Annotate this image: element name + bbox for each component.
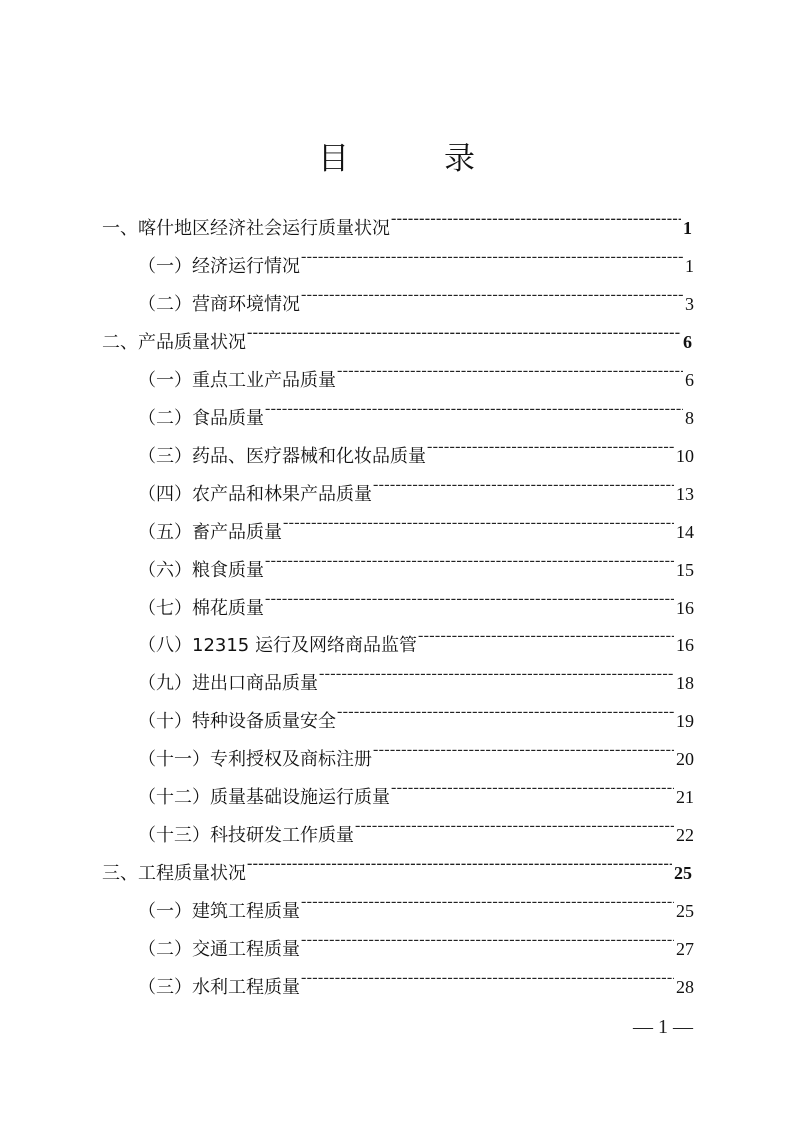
dot-leader [391, 204, 681, 234]
dot-leader [301, 925, 674, 955]
toc-section-entry[interactable] [138, 659, 694, 694]
toc-section-entry[interactable] [138, 432, 694, 467]
toc-section-entry[interactable] [138, 546, 694, 581]
page-number-footer: — 1 — [633, 1016, 693, 1038]
toc-section-entry[interactable] [138, 280, 694, 315]
toc-page-number: 18 [676, 673, 694, 693]
toc-entry-title: （三）药品、医疗器械和化妆品质量 [138, 446, 426, 467]
toc-entry-title: （二）营商环境情况 [138, 294, 300, 315]
toc-page-number: 27 [676, 939, 694, 959]
toc-section-entry[interactable] [138, 887, 694, 922]
toc-page-number: 19 [676, 711, 694, 731]
toc-entry-title: （五）畜产品质量 [138, 522, 282, 543]
dot-leader [247, 318, 681, 348]
toc-entry-title: （十三）科技研发工作质量 [138, 825, 354, 846]
dot-leader [283, 508, 674, 538]
toc-page-number: 16 [676, 635, 694, 655]
dot-leader [373, 470, 674, 500]
toc-section-entry[interactable] [138, 508, 694, 543]
dot-leader [301, 280, 683, 310]
toc-entry-title: （十一）专利授权及商标注册 [138, 749, 372, 770]
toc-section-entry[interactable] [138, 621, 694, 656]
toc-page-number: 8 [685, 408, 694, 428]
dot-leader [265, 584, 674, 614]
dot-leader [301, 887, 674, 917]
dot-leader [265, 394, 683, 424]
dot-leader [373, 735, 674, 765]
toc-entry-title: （一）重点工业产品质量 [138, 370, 336, 391]
toc-entry-title: 三、工程质量状况 [102, 863, 246, 884]
toc-entry-title: （三）水利工程质量 [138, 977, 300, 998]
toc-entry-title: （十二）质量基础设施运行质量 [138, 787, 390, 808]
toc-section-entry[interactable] [138, 925, 694, 960]
toc-section-entry[interactable] [138, 242, 694, 277]
toc-entry-title: （二）食品质量 [138, 408, 264, 429]
toc-page-number: 13 [676, 484, 694, 504]
toc-section-entry[interactable] [138, 697, 694, 732]
page-title: 目 录 [318, 141, 507, 177]
toc-section-entry[interactable] [138, 963, 694, 998]
toc-entry-title: 一、喀什地区经济社会运行质量状况 [102, 218, 390, 239]
toc-page-number: 22 [676, 825, 694, 845]
toc-page-number: 10 [676, 446, 694, 466]
toc-page-number: 20 [676, 749, 694, 769]
toc-section-entry[interactable] [138, 735, 694, 770]
toc-entry-title: （四）农产品和林果产品质量 [138, 484, 372, 505]
toc-page-number: 25 [674, 863, 692, 883]
toc-page-number: 6 [685, 370, 694, 390]
dot-leader [427, 432, 674, 462]
toc-entry-title: （九）进出口商品质量 [138, 673, 318, 694]
toc-page-number: 1 [683, 218, 692, 238]
toc-chapter-entry[interactable] [102, 204, 692, 239]
dot-leader [247, 849, 672, 879]
dot-leader [337, 356, 683, 386]
dot-leader [337, 697, 674, 727]
toc-section-entry[interactable] [138, 773, 694, 808]
toc-page-number: 14 [676, 522, 694, 542]
dot-leader [319, 659, 674, 689]
dot-leader [265, 546, 674, 576]
toc-page-number: 1 [685, 256, 694, 276]
toc-entry-title: （六）粮食质量 [138, 560, 264, 581]
toc-entry-title: （七）棉花质量 [138, 598, 264, 619]
toc-entry-title: （八）12315 运行及网络商品监管 [138, 635, 417, 656]
dot-leader [355, 811, 674, 841]
toc-page-number: 21 [676, 787, 694, 807]
toc-page-number: 6 [683, 332, 692, 352]
toc-section-entry[interactable] [138, 394, 694, 429]
toc-section-entry[interactable] [138, 356, 694, 391]
toc-section-entry[interactable] [138, 470, 694, 505]
toc-page-number: 16 [676, 598, 694, 618]
dot-leader [301, 963, 674, 993]
toc-entry-title: （一）经济运行情况 [138, 256, 300, 277]
toc-entry-title: （二）交通工程质量 [138, 939, 300, 960]
toc-section-entry[interactable] [138, 584, 694, 619]
toc-page-number: 25 [676, 901, 694, 921]
toc-page-number: 3 [685, 294, 694, 314]
dot-leader [391, 773, 674, 803]
dot-leader [418, 621, 674, 651]
toc-entry-title: （一）建筑工程质量 [138, 901, 300, 922]
toc-chapter-entry[interactable] [102, 849, 692, 884]
toc-page-number: 15 [676, 560, 694, 580]
toc-entry-title: （十）特种设备质量安全 [138, 711, 336, 732]
dot-leader [301, 242, 683, 272]
toc-section-entry[interactable] [138, 811, 694, 846]
toc-chapter-entry[interactable] [102, 318, 692, 353]
toc-entry-title: 二、产品质量状况 [102, 332, 246, 353]
toc-page-number: 28 [676, 977, 694, 997]
